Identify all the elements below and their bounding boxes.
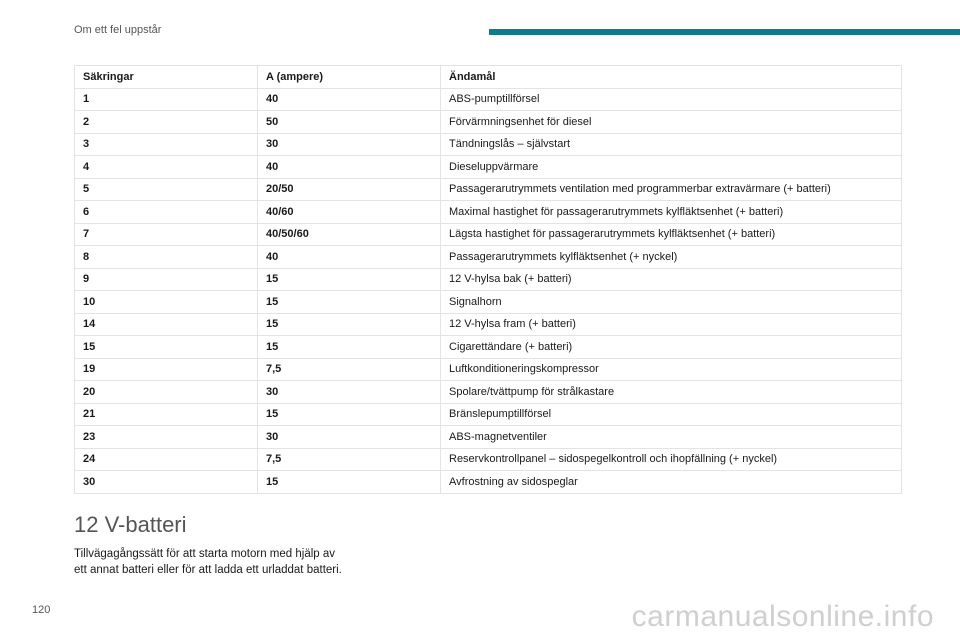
table-row xyxy=(75,471,902,494)
table-row xyxy=(75,156,902,179)
cell-ampere: 15 xyxy=(258,291,441,314)
cell-ampere: 7,5 xyxy=(258,358,441,381)
cell-fuse: 3 xyxy=(75,133,258,156)
cell-purpose: ABS-pumptillförsel xyxy=(441,88,902,111)
cell-purpose: 12 V-hylsa bak (+ batteri) xyxy=(441,268,902,291)
table-row xyxy=(75,358,902,381)
cell-purpose: Lägsta hastighet för passagerarutrymmets kylfläktsenhet (+ batteri) xyxy=(441,223,902,246)
cell-fuse: 21 xyxy=(75,403,258,426)
column-header-purpose: Ändamål xyxy=(441,66,902,89)
table-row xyxy=(75,178,902,201)
cell-ampere: 15 xyxy=(258,268,441,291)
table-row xyxy=(75,268,902,291)
cell-ampere: 30 xyxy=(258,381,441,404)
cell-purpose: Maximal hastighet för passagerarutrymmets kylfläktsenhet (+ batteri) xyxy=(441,201,902,224)
cell-ampere: 30 xyxy=(258,426,441,449)
table-row xyxy=(75,223,902,246)
section-body-text: Tillvägagångssätt för att starta motorn med hjälp av ett annat batteri eller för att ladda ett urladdat batteri. xyxy=(74,548,342,576)
cell-fuse: 20 xyxy=(75,381,258,404)
cell-purpose: Signalhorn xyxy=(441,291,902,314)
cell-fuse: 7 xyxy=(75,223,258,246)
cell-ampere: 40/50/60 xyxy=(258,223,441,246)
cell-purpose: Passagerarutrymmets ventilation med programmerbar extravärmare (+ batteri) xyxy=(441,178,902,201)
cell-purpose: Spolare/tvättpump för strålkastare xyxy=(441,381,902,404)
cell-ampere: 40 xyxy=(258,88,441,111)
cell-purpose: Cigarettändare (+ batteri) xyxy=(441,336,902,359)
column-header-ampere: A (ampere) xyxy=(258,66,441,89)
header-accent-bar xyxy=(489,29,960,35)
cell-purpose: Dieseluppvärmare xyxy=(441,156,902,179)
table-row xyxy=(75,381,902,404)
table-row xyxy=(75,313,902,336)
cell-purpose: Reservkontrollpanel – sidospegelkontroll och ihopfällning (+ nyckel) xyxy=(441,448,902,471)
section-heading: 12 V-batteri xyxy=(74,512,187,537)
cell-fuse: 19 xyxy=(75,358,258,381)
cell-ampere: 7,5 xyxy=(258,448,441,471)
cell-fuse: 6 xyxy=(75,201,258,224)
table-row xyxy=(75,403,902,426)
cell-ampere: 40/60 xyxy=(258,201,441,224)
cell-ampere: 40 xyxy=(258,156,441,179)
table-row xyxy=(75,336,902,359)
cell-fuse: 2 xyxy=(75,111,258,134)
cell-fuse: 1 xyxy=(75,88,258,111)
cell-purpose: ABS-magnetventiler xyxy=(441,426,902,449)
cell-ampere: 50 xyxy=(258,111,441,134)
cell-ampere: 15 xyxy=(258,403,441,426)
cell-fuse: 10 xyxy=(75,291,258,314)
cell-fuse: 8 xyxy=(75,246,258,269)
table-row xyxy=(75,133,902,156)
cell-fuse: 23 xyxy=(75,426,258,449)
cell-purpose: 12 V-hylsa fram (+ batteri) xyxy=(441,313,902,336)
fuse-table xyxy=(74,65,902,494)
cell-purpose: Tändningslås – självstart xyxy=(441,133,902,156)
page-number: 120 xyxy=(32,604,51,616)
table-row xyxy=(75,246,902,269)
running-header: Om ett fel uppstår xyxy=(74,24,162,36)
cell-fuse: 5 xyxy=(75,178,258,201)
cell-ampere: 15 xyxy=(258,336,441,359)
table-row xyxy=(75,291,902,314)
cell-ampere: 40 xyxy=(258,246,441,269)
cell-fuse: 4 xyxy=(75,156,258,179)
cell-purpose: Förvärmningsenhet för diesel xyxy=(441,111,902,134)
cell-purpose: Luftkonditioneringskompressor xyxy=(441,358,902,381)
cell-purpose: Passagerarutrymmets kylfläktsenhet (+ nyckel) xyxy=(441,246,902,269)
watermark: carmanualsonline.info xyxy=(631,600,934,633)
table-header-row xyxy=(75,66,902,89)
column-header-fuse: Säkringar xyxy=(75,66,258,89)
cell-fuse: 24 xyxy=(75,448,258,471)
cell-purpose: Avfrostning av sidospeglar xyxy=(441,471,902,494)
cell-ampere: 15 xyxy=(258,313,441,336)
cell-fuse: 30 xyxy=(75,471,258,494)
cell-fuse: 15 xyxy=(75,336,258,359)
cell-ampere: 20/50 xyxy=(258,178,441,201)
table-row xyxy=(75,88,902,111)
table-row xyxy=(75,111,902,134)
table-row xyxy=(75,201,902,224)
cell-purpose: Bränslepumptillförsel xyxy=(441,403,902,426)
table-row xyxy=(75,448,902,471)
cell-fuse: 9 xyxy=(75,268,258,291)
cell-ampere: 15 xyxy=(258,471,441,494)
table-row xyxy=(75,426,902,449)
cell-ampere: 30 xyxy=(258,133,441,156)
cell-fuse: 14 xyxy=(75,313,258,336)
